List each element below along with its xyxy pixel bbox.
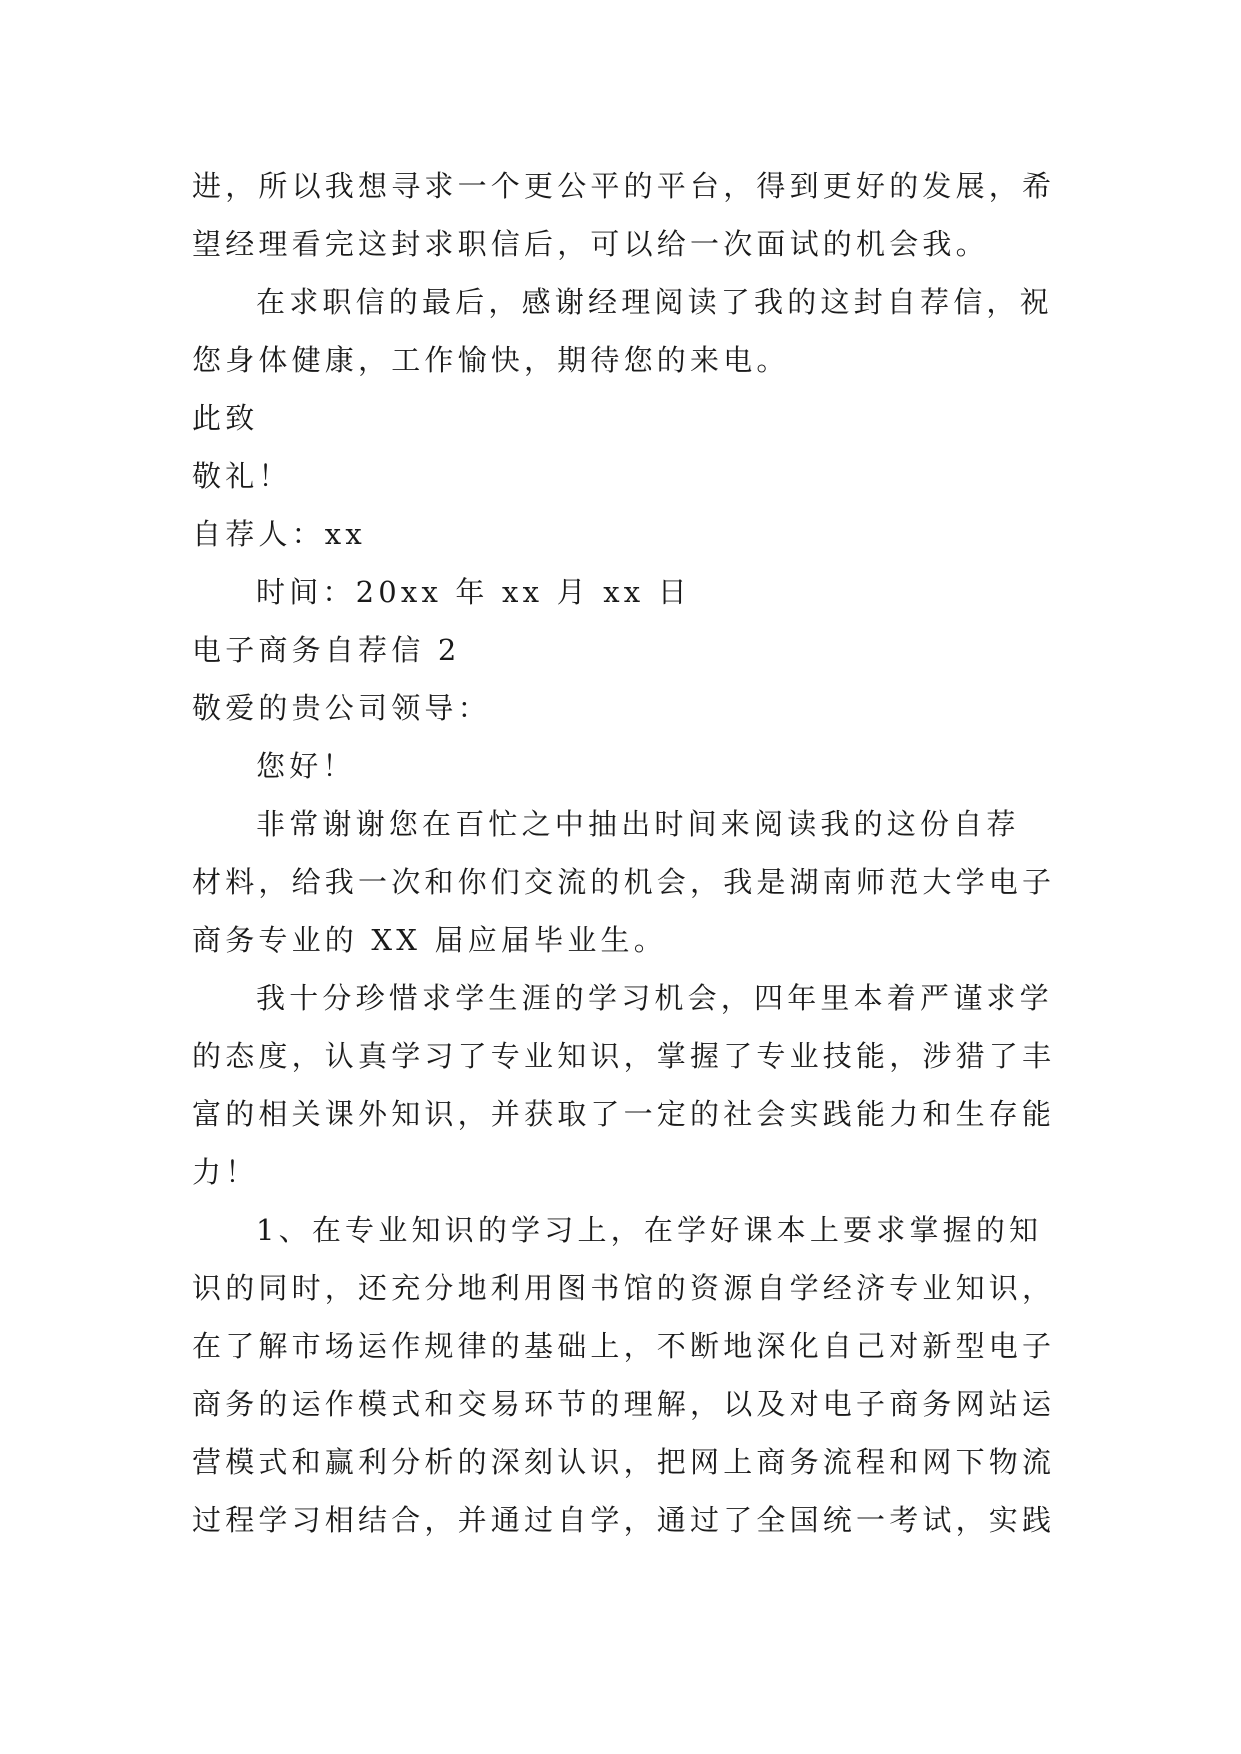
text-line: 营模式和赢利分析的深刻认识，把网上商务流程和网下物流 bbox=[192, 1445, 1056, 1479]
text-line: 材料，给我一次和你们交流的机会，我是湖南师范大学电子 bbox=[192, 865, 1056, 899]
text-line: 商务的运作模式和交易环节的理解，以及对电子商务网站运 bbox=[192, 1387, 1056, 1421]
text-line: 在了解市场运作规律的基础上，不断地深化自己对新型电子 bbox=[192, 1329, 1056, 1363]
text-line: 的态度，认真学习了专业知识，掌握了专业技能，涉猎了丰 bbox=[192, 1039, 1056, 1073]
closing-phrase: 此致 bbox=[192, 401, 259, 435]
text-line: 商务专业的 XX 届应届毕业生。 bbox=[192, 923, 667, 957]
date-line: 时间：20xx 年 xx 月 xx 日 bbox=[256, 575, 691, 609]
text-line: 进，所以我想寻求一个更公平的平台，得到更好的发展，希 bbox=[192, 169, 1056, 203]
closing-salute: 敬礼！ bbox=[192, 459, 292, 493]
text-line: 识的同时，还充分地利用图书馆的资源自学经济专业知识， bbox=[192, 1271, 1056, 1305]
text-line: 富的相关课外知识，并获取了一定的社会实践能力和生存能 bbox=[192, 1097, 1056, 1131]
text-line: 力！ bbox=[192, 1155, 259, 1189]
text-line: 您身体健康，工作愉快，期待您的来电。 bbox=[192, 343, 790, 377]
paragraph-start-line: 1、在专业知识的学习上，在学好课本上要求掌握的知 bbox=[256, 1213, 1043, 1247]
paragraph-start-line: 非常谢谢您在百忙之中抽出时间来阅读我的这份自荐 bbox=[256, 807, 1020, 841]
greeting: 您好！ bbox=[256, 749, 356, 783]
text-line: 望经理看完这封求职信后，可以给一次面试的机会我。 bbox=[192, 227, 989, 261]
salutation: 敬爱的贵公司领导： bbox=[192, 691, 491, 725]
text-line: 过程学习相结合，并通过自学，通过了全国统一考试，实践 bbox=[192, 1503, 1056, 1537]
paragraph-start-line: 在求职信的最后，感谢经理阅读了我的这封自荐信，祝 bbox=[256, 285, 1053, 319]
signature-line: 自荐人：xx bbox=[192, 517, 366, 551]
paragraph-start-line: 我十分珍惜求学生涯的学习机会，四年里本着严谨求学 bbox=[256, 981, 1053, 1015]
section-title: 电子商务自荐信 2 bbox=[192, 633, 461, 667]
